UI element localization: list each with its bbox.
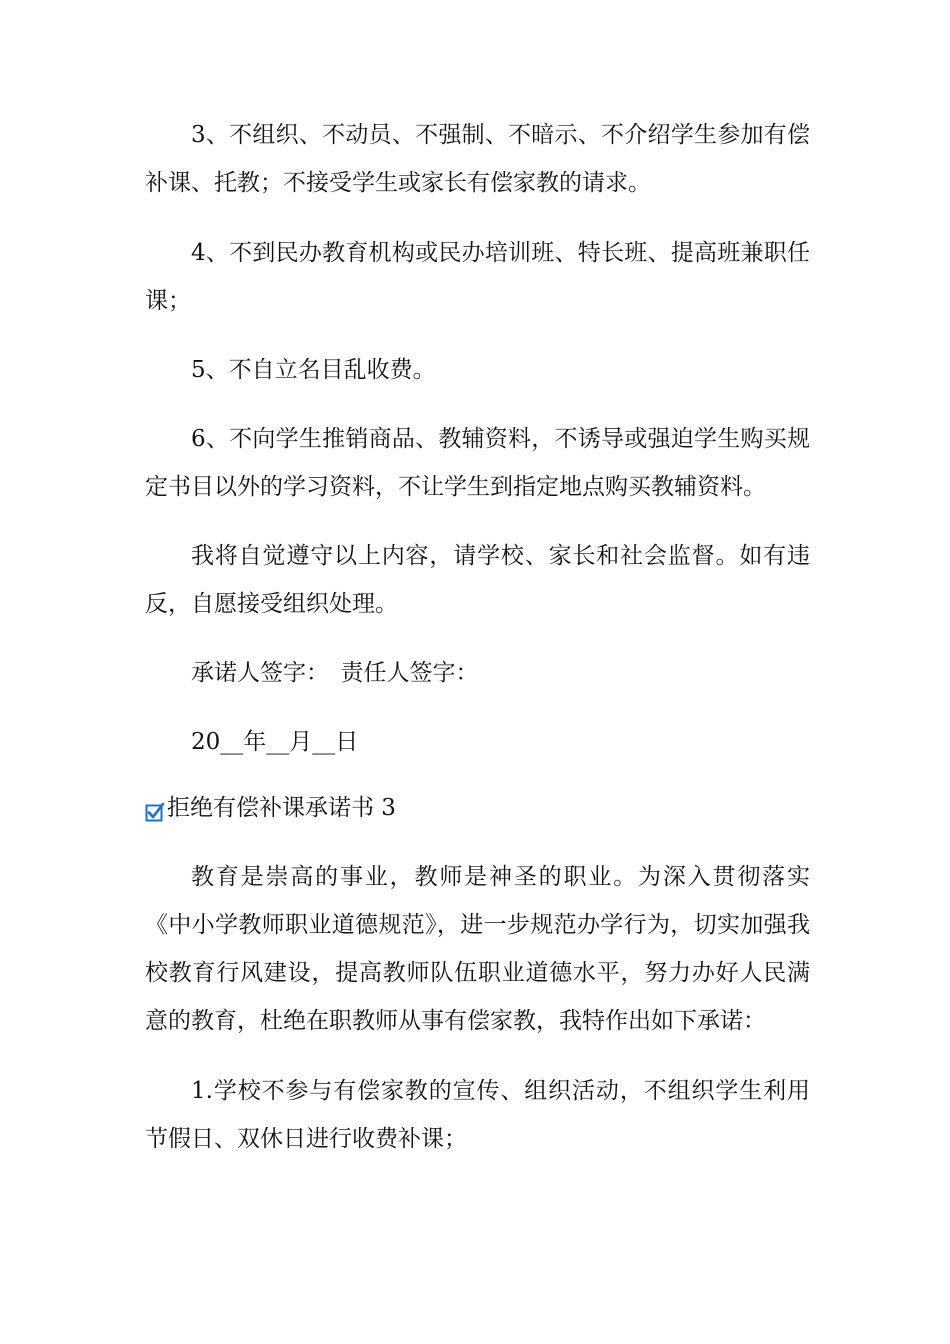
paragraph-item-5: 5、不自立名目乱收费。	[191, 357, 436, 383]
paragraph-intro: 教育是崇高的事业，教师是神圣的职业。为深入贯彻落实《中小学教师职业道德规范》，进一步规范办学行为，切实加强我校教育行风建设，提高教师队伍职业道德水平，努力办好人民满意的教育，杜绝在职教师从事有偿家教，我特作出如下承诺：	[145, 864, 810, 1034]
section-heading-text: 拒绝有偿补课承诺书 3	[167, 795, 396, 821]
paragraph-item-6: 6、不向学生推销商品、教辅资料，不诱导或强迫学生购买规定书目以外的学习资料，不让学生到指定地点购买教辅资料。	[145, 426, 810, 500]
paragraph-commitment-1: 1.学校不参与有偿家教的宣传、组织活动，不组织学生利用节假日、双休日进行收费补课；	[145, 1078, 810, 1152]
paragraph-item-3: 3、不组织、不动员、不强制、不暗示、不介绍学生参加有偿补课、托教；不接受学生或家长有偿家教的请求。	[145, 122, 810, 196]
paragraph-compliance: 我将自觉遵守以上内容，请学校、家长和社会监督。如有违反，自愿接受组织处理。	[145, 543, 810, 617]
paragraph-item-4: 4、不到民办教育机构或民办培训班、特长班、提高班兼职任课；	[145, 240, 810, 314]
signature-line: 承诺人签字： 责任人签字：	[191, 660, 479, 686]
checkbox-checked-icon	[145, 802, 165, 822]
date-line: 20__年__月__日	[191, 729, 359, 755]
section-heading	[145, 784, 396, 832]
